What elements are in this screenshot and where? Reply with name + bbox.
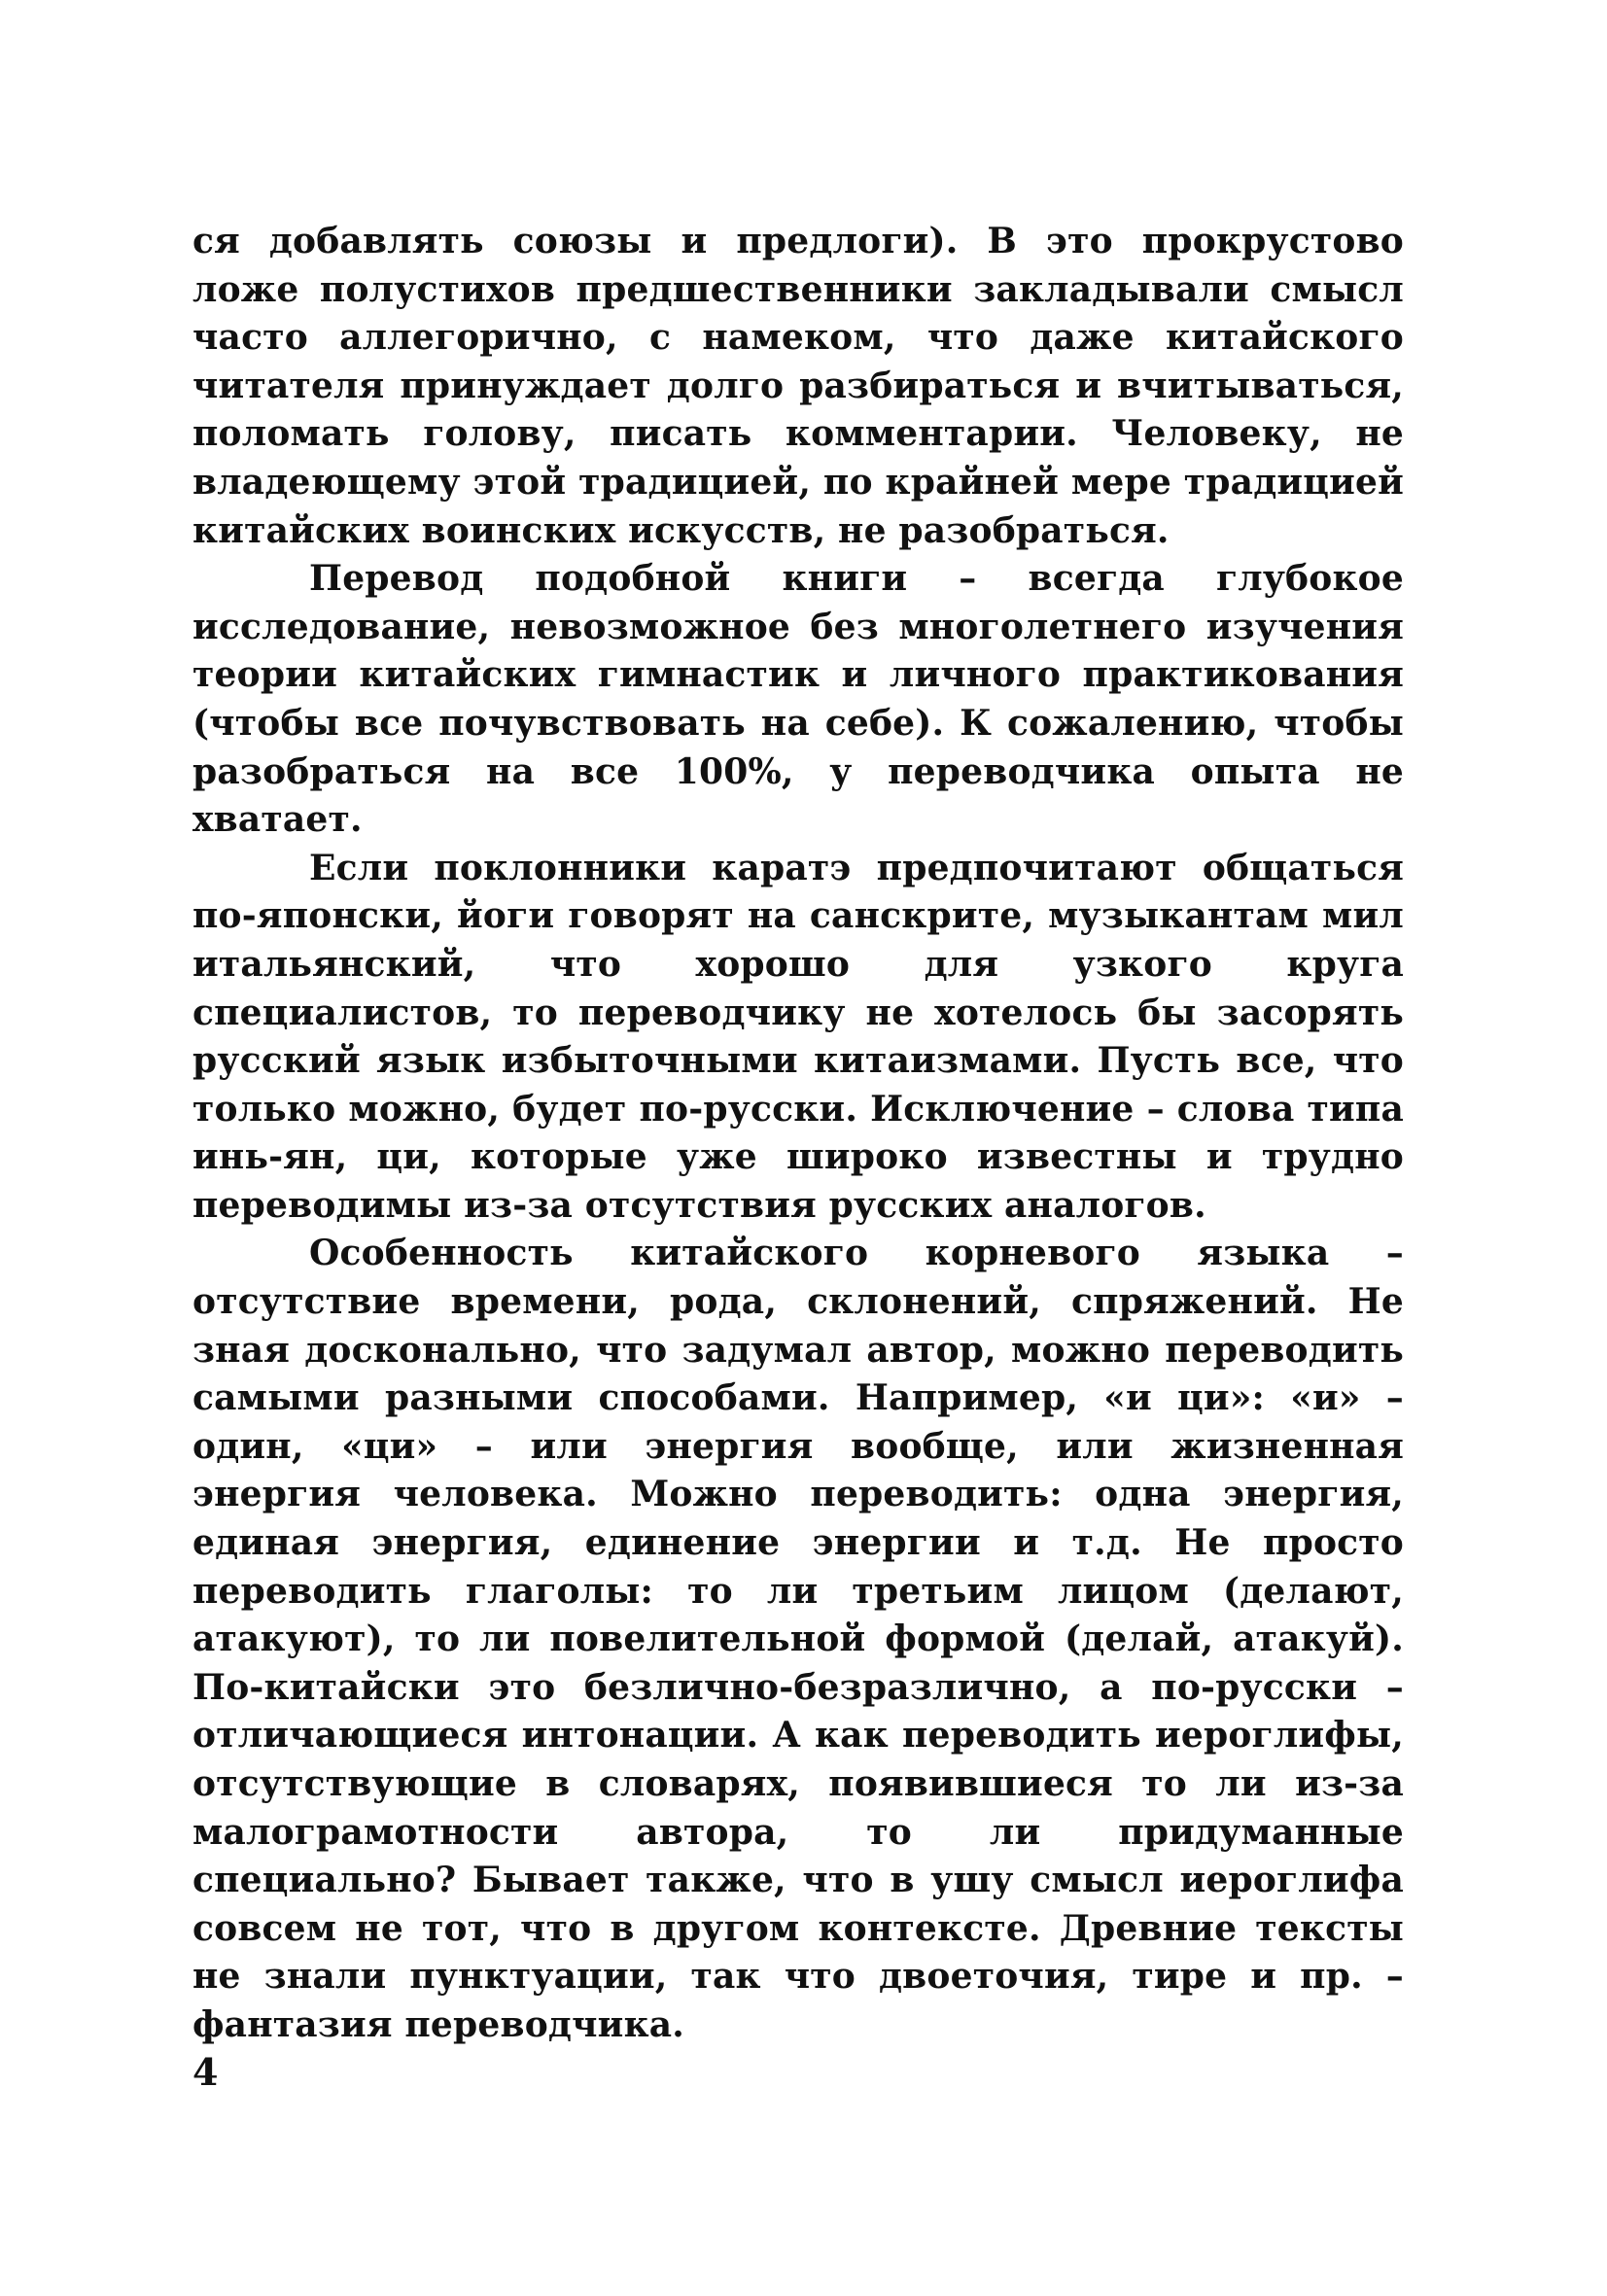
paragraph-language-features: Особенность китайского корневого языка – отсутствие времени, рода, склонений, спряжений. Не зная досконально, что задумал автор, можно переводить самыми разными способами. Например, «и ци»: «и» – один, «ци» – или энергия вообще, или жизненная энергия человека. Можно переводить: одна энергия, единая энергия, единение энергии и т.д. Не просто переводить глаголы: то ли третьим лицом (делают, атакуют), то ли повелительной формой (делай, атакуй). По-китайски это безлично-безразлично, а по-русски – отличающиеся интонации. А как переводить иероглифы, отсутствующие в словарях, появившиеся то ли из-за малограмотности автора, то ли придуманные специально? Бывает также, что в ушу смысл иероглифа совсем не тот, что в другом контексте. Древние тексты не знали пунктуации, так что двоеточия, тире и пр. – фантазия переводчика. xyxy=(192,1233,1404,2045)
page-number: 4 xyxy=(192,2050,219,2094)
paragraph-translation-research: Перевод подобной книги – всегда глубокое исследование, невозможное без многолетнего изучения теории китайских гимнастик и личного практикования (чтобы все почувствовать на себе). К сожалению, чтобы разобраться на все 100%, у переводчика опыта не хватает. xyxy=(192,558,1404,841)
paragraph-terminology: Если поклонники каратэ предпочитают общаться по-японски, йоги говорят на санскрите, музыкантам мил итальянский, что хорошо для узкого круга специалистов, то переводчику не хотелось бы засорять русский язык избыточными китаизмами. Пусть все, что только можно, будет по-русски. Исключение – слова типа инь-ян, ци, которые уже широко известны и трудно переводимы из-за отсутствия русских аналогов. xyxy=(192,847,1404,1226)
body-text xyxy=(192,218,1404,2050)
paragraph-continued: ся добавлять союзы и предлоги). В это прокрустово ложе полустихов предшественники закладывали смысл часто аллегорично, с намеком, что даже китайского читателя принуждает долго разбираться и вчитываться, поломать голову, писать комментарии. Человеку, не владеющему этой традицией, по крайней мере традицией китайских воинских искусств, не разобраться. xyxy=(192,221,1404,551)
